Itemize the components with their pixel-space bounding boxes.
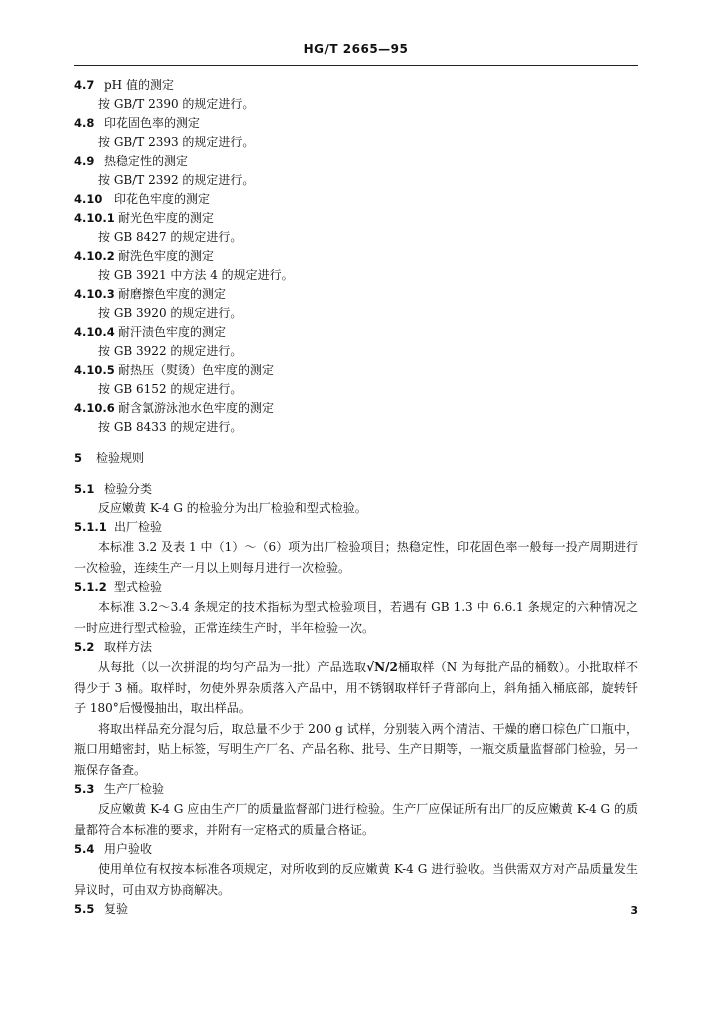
section-heading xyxy=(74,780,638,799)
section-title: 检验分类 xyxy=(104,482,153,496)
page-number: 3 xyxy=(630,904,638,917)
section-body: 按 GB/T 2390 的规定进行。 xyxy=(98,97,255,111)
paragraph: 本标准 3.2 及表 1 中（1）～（6）项为出厂检验项目；热稳定性，印花固色率一般每一投产周期进行一次检验，连续生产一月以上则每月进行一次检验。 xyxy=(74,540,638,575)
section-body: 按 GB/T 2392 的规定进行。 xyxy=(98,173,255,187)
section-number: 4.10.6 xyxy=(74,401,115,415)
section-number: 4.10.1 xyxy=(74,211,115,225)
section-number: 4.10 xyxy=(74,192,103,206)
section-title: 耐热压（熨烫）色牢度的测定 xyxy=(118,363,275,377)
section-title: 印花色牢度的测定 xyxy=(114,192,211,206)
section-body: 按 GB 6152 的规定进行。 xyxy=(98,382,243,396)
section-body: 按 GB 8433 的规定进行。 xyxy=(98,420,243,434)
standard-code-header: HG/T 2665—95 xyxy=(303,42,409,56)
section-number: 5.3 xyxy=(74,782,95,796)
section-title: 耐光色牢度的测定 xyxy=(118,211,215,225)
section-title: 生产厂检验 xyxy=(104,782,165,796)
section-title: 印花固色率的测定 xyxy=(104,116,201,130)
paragraph-text: 桶取样（N 为每批产品的桶数）。小批取样不得少于 3 桶。取样时，勿使外界杂质落入产品中，用不锈钢取样钎子背部向上，斜角插入桶底部，旋转钎子 180°后慢慢抽出，取出样品。 xyxy=(74,660,638,715)
chapter-number: 5 xyxy=(74,451,83,465)
section-title: 出厂检验 xyxy=(114,520,163,534)
section-heading xyxy=(74,114,638,133)
paragraph: 将取出样品充分混匀后，取总量不少于 200 g 试样，分别装入两个清洁、干燥的磨口棕色广口瓶中，瓶口用蜡密封，贴上标签，写明生产厂名、产品名称、批号、生产日期等，一瓶交质量监督部门检验，另一瓶保存备查。 xyxy=(74,721,639,777)
chapter-heading xyxy=(74,449,638,468)
section-title: 耐磨擦色牢度的测定 xyxy=(118,287,227,301)
sampling-formula: √N/2 xyxy=(366,660,398,674)
section-heading xyxy=(74,209,638,228)
section-body: 按 GB 3920 的规定进行。 xyxy=(98,306,243,320)
section-heading xyxy=(74,900,638,919)
section-heading xyxy=(74,190,638,209)
section-number: 4.10.2 xyxy=(74,249,115,263)
section-heading xyxy=(74,285,638,304)
paragraph: 使用单位有权按本标准各项规定，对所收到的反应嫩黄 K-4 G 进行验收。当供需双方对产品质量发生异议时，可由双方协商解决。 xyxy=(74,862,638,897)
section-heading xyxy=(74,638,638,657)
section-heading xyxy=(74,518,638,537)
document-body xyxy=(74,76,638,919)
section-number: 5.1.1 xyxy=(74,520,107,534)
chapter-title: 检验规则 xyxy=(96,451,145,465)
section-heading xyxy=(74,323,638,342)
section-heading xyxy=(74,480,638,499)
section-title: pH 值的测定 xyxy=(104,78,174,92)
paragraph: 本标准 3.2～3.4 条规定的技术指标为型式检验项目，若遇有 GB 1.3 中 6.6.1 条规定的六种情况之一时应进行型式检验，正常连续生产时，半年检验一次。 xyxy=(74,600,638,635)
section-number: 5.1 xyxy=(74,482,95,496)
section-number: 4.7 xyxy=(74,78,95,92)
section-title: 用户验收 xyxy=(104,842,153,856)
section-number: 5.5 xyxy=(74,902,95,916)
section-number: 4.8 xyxy=(74,116,95,130)
section-number: 5.2 xyxy=(74,640,95,654)
section-title: 取样方法 xyxy=(104,640,153,654)
section-number: 4.9 xyxy=(74,154,95,168)
section-body: 按 GB/T 2393 的规定进行。 xyxy=(98,135,255,149)
section-number: 5.1.2 xyxy=(74,580,107,594)
section-body: 按 GB 8427 的规定进行。 xyxy=(98,230,243,244)
section-heading xyxy=(74,399,638,418)
section-title: 耐洗色牢度的测定 xyxy=(118,249,215,263)
section-heading xyxy=(74,152,638,171)
section-body: 按 GB 3921 中方法 4 的规定进行。 xyxy=(98,268,294,282)
paragraph xyxy=(74,657,638,719)
section-heading xyxy=(74,840,638,859)
spacer xyxy=(74,437,638,449)
section-title: 耐汗渍色牢度的测定 xyxy=(118,325,227,339)
section-heading xyxy=(74,578,638,597)
section-number: 5.4 xyxy=(74,842,95,856)
section-heading xyxy=(74,247,638,266)
section-heading xyxy=(74,76,638,95)
section-number: 4.10.3 xyxy=(74,287,115,301)
header-rule xyxy=(74,65,638,66)
section-title: 型式检验 xyxy=(114,580,163,594)
section-heading xyxy=(74,361,638,380)
section-number: 4.10.5 xyxy=(74,363,115,377)
spacer xyxy=(74,468,638,480)
section-title: 热稳定性的测定 xyxy=(104,154,189,168)
section-body: 反应嫩黄 K-4 G 的检验分为出厂检验和型式检验。 xyxy=(98,501,367,515)
section-title: 耐含氯游泳池水色牢度的测定 xyxy=(118,401,275,415)
paragraph-text: 从每批（以一次拼混的均匀产品为一批）产品选取 xyxy=(98,660,367,674)
section-title: 复验 xyxy=(104,902,129,916)
paragraph: 反应嫩黄 K-4 G 应由生产厂的质量监督部门进行检验。生产厂应保证所有出厂的反应嫩黄 K-4 G 的质量都符合本标准的要求，并附有一定格式的质量合格证。 xyxy=(74,802,638,837)
section-number: 4.10.4 xyxy=(74,325,115,339)
section-body: 按 GB 3922 的规定进行。 xyxy=(98,344,243,358)
